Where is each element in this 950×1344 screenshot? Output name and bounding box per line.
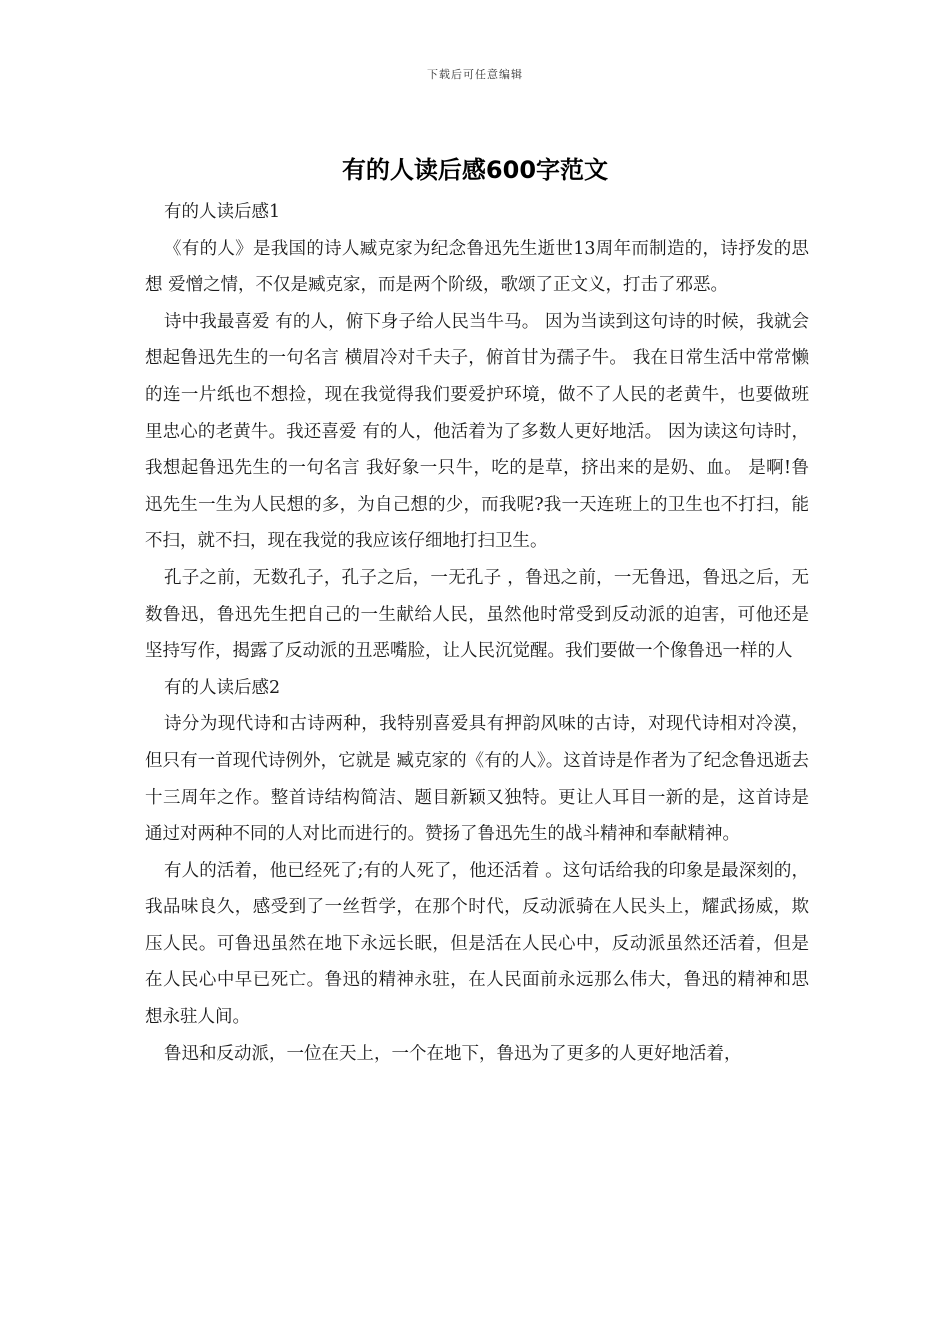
paragraph: 诗中我最喜爱 有的人，俯下身子给人民当牛马。 因为当读到这句诗的时候，我就会想起鲁迅先生的一句名言 横眉冷对千夫子，俯首甘为孺子牛。 我在日常生活中常常懒的连一片纸也不想捡，现在我觉得我们要爱护环境，做不了人民的老黄牛，也要做班里忠心的老黄牛。我还喜爱 有的人，他活着为了多数人更好地活。 因为读这句诗时，我想起鲁迅先生的一句名言 我好象一只牛，吃的是草，挤出来的是奶、血。 是啊!鲁迅先生一生为人民想的多，为自己想的少，而我呢?我一天连班上的卫生也不打扫，能不扫，就不扫，现在我觉的我应该仔细地打扫卫生。 xyxy=(145,311,809,552)
header-note: 下载后可任意编辑 xyxy=(427,68,523,81)
paragraph: 《有的人》是我国的诗人臧克家为纪念鲁迅先生逝世13周年而制造的，诗抒发的思想 爱憎之情，不仅是臧克家，而是两个阶级，歌颂了正文义，打击了邪恶。 xyxy=(145,238,809,296)
section-heading: 有的人读后感2 xyxy=(164,677,281,698)
paragraph: 鲁迅和反动派，一位在天上，一个在地下，鲁迅为了更多的人更好地活着， xyxy=(164,1043,742,1064)
paragraph: 孔子之前，无数孔子，孔子之后，一无孔子 ，鲁迅之前，一无鲁迅，鲁迅之后，无数鲁迅，鲁迅先生把自己的一生献给人民，虽然他时常受到反动派的迫害，可他还是坚持写作，揭露了反动派的丑恶嘴脸，让人民沉觉醒。我们要做一个像鲁迅一样的人 xyxy=(145,567,809,662)
paragraph: 诗分为现代诗和古诗两种，我特别喜爱具有押韵风味的古诗，对现代诗相对冷漠，但只有一首现代诗例外，它就是 臧克家的《有的人》。这首诗是作者为了纪念鲁迅逝去十三周年之作。整首诗结构简洁、题目新颖又独特。更让人耳目一新的是，这首诗是通过对两种不同的人对比而进行的。赞扬了鲁迅先生的战斗精神和奉献精神。 xyxy=(145,714,809,845)
page-title: 有的人读后感600字范文 xyxy=(341,156,609,184)
paragraph: 有人的活着，他已经死了;有的人死了，他还活着 。这句话给我的印象是最深刻的，我品味良久，感受到了一丝哲学，在那个时代，反动派骑在人民头上，耀武扬威，欺压人民。可鲁迅虽然在地下永远长眠，但是活在人民心中，反动派虽然还活着，但是在人民心中早已死亡。鲁迅的精神永驻，在人民面前永远那么伟大，鲁迅的精神和思想永驻人间。 xyxy=(145,860,809,1028)
document-body xyxy=(145,194,809,1072)
section-heading: 有的人读后感1 xyxy=(164,202,281,222)
